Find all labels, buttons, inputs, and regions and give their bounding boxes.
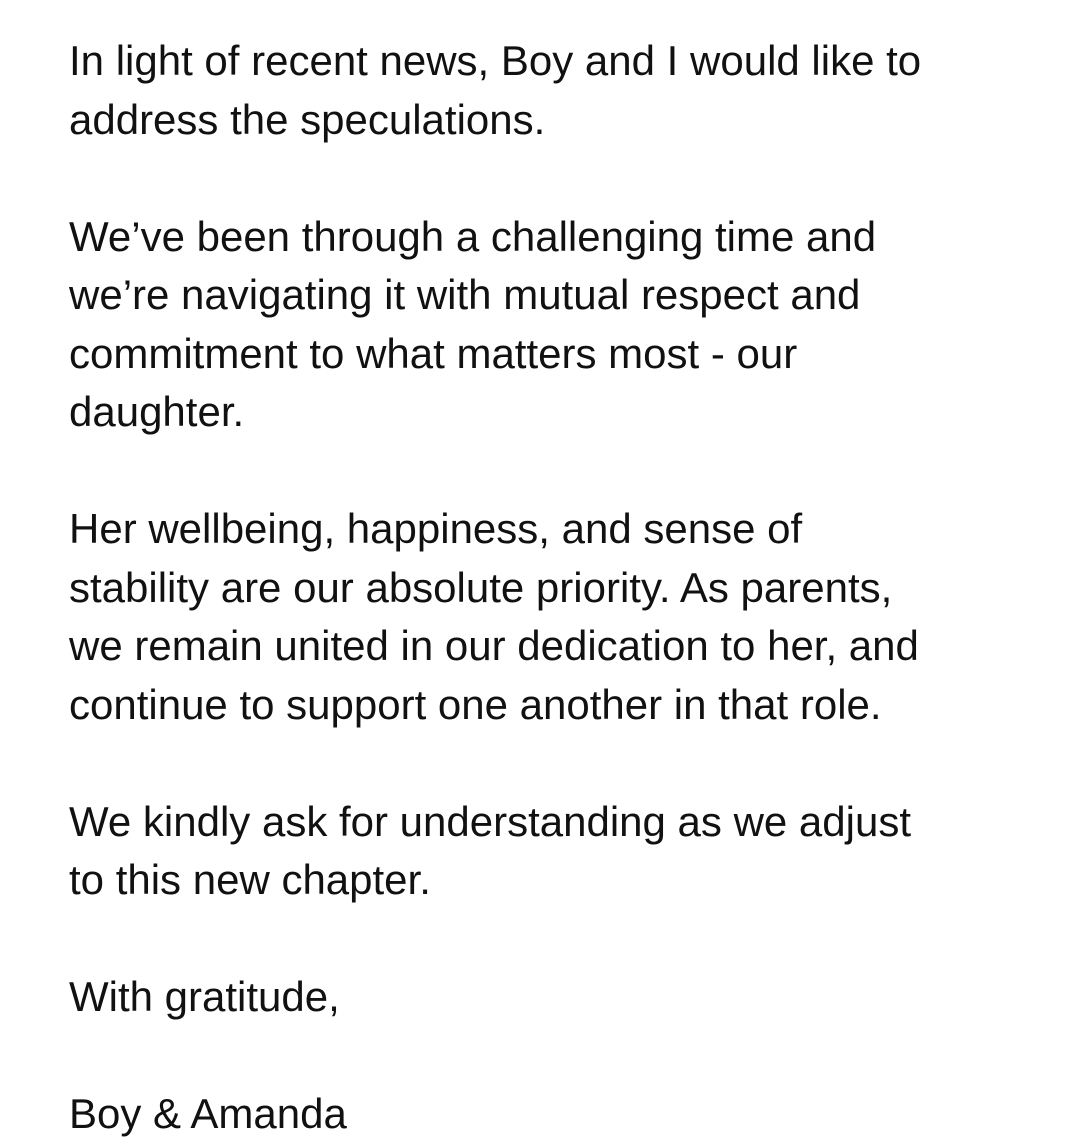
closing-salutation: With gratitude, xyxy=(69,973,340,1020)
paragraph-challenging-time: We’ve been through a challenging time and we’re navigating it with mutual respect and commitment to what matters most - our daughter. xyxy=(69,212,877,435)
statement-document xyxy=(69,32,1029,1144)
paragraph-priority: Her wellbeing, happiness, and sense of stability are our absolute priority. As parents, we remain united in our dedication to her, and continue to support one another in that role. xyxy=(69,505,919,728)
paragraph-opening: In light of recent news, Boy and I would like to address the speculations. xyxy=(69,37,922,143)
signature: Boy & Amanda xyxy=(69,1090,347,1137)
paragraph-request: We kindly ask for understanding as we adjust to this new chapter. xyxy=(69,797,912,903)
